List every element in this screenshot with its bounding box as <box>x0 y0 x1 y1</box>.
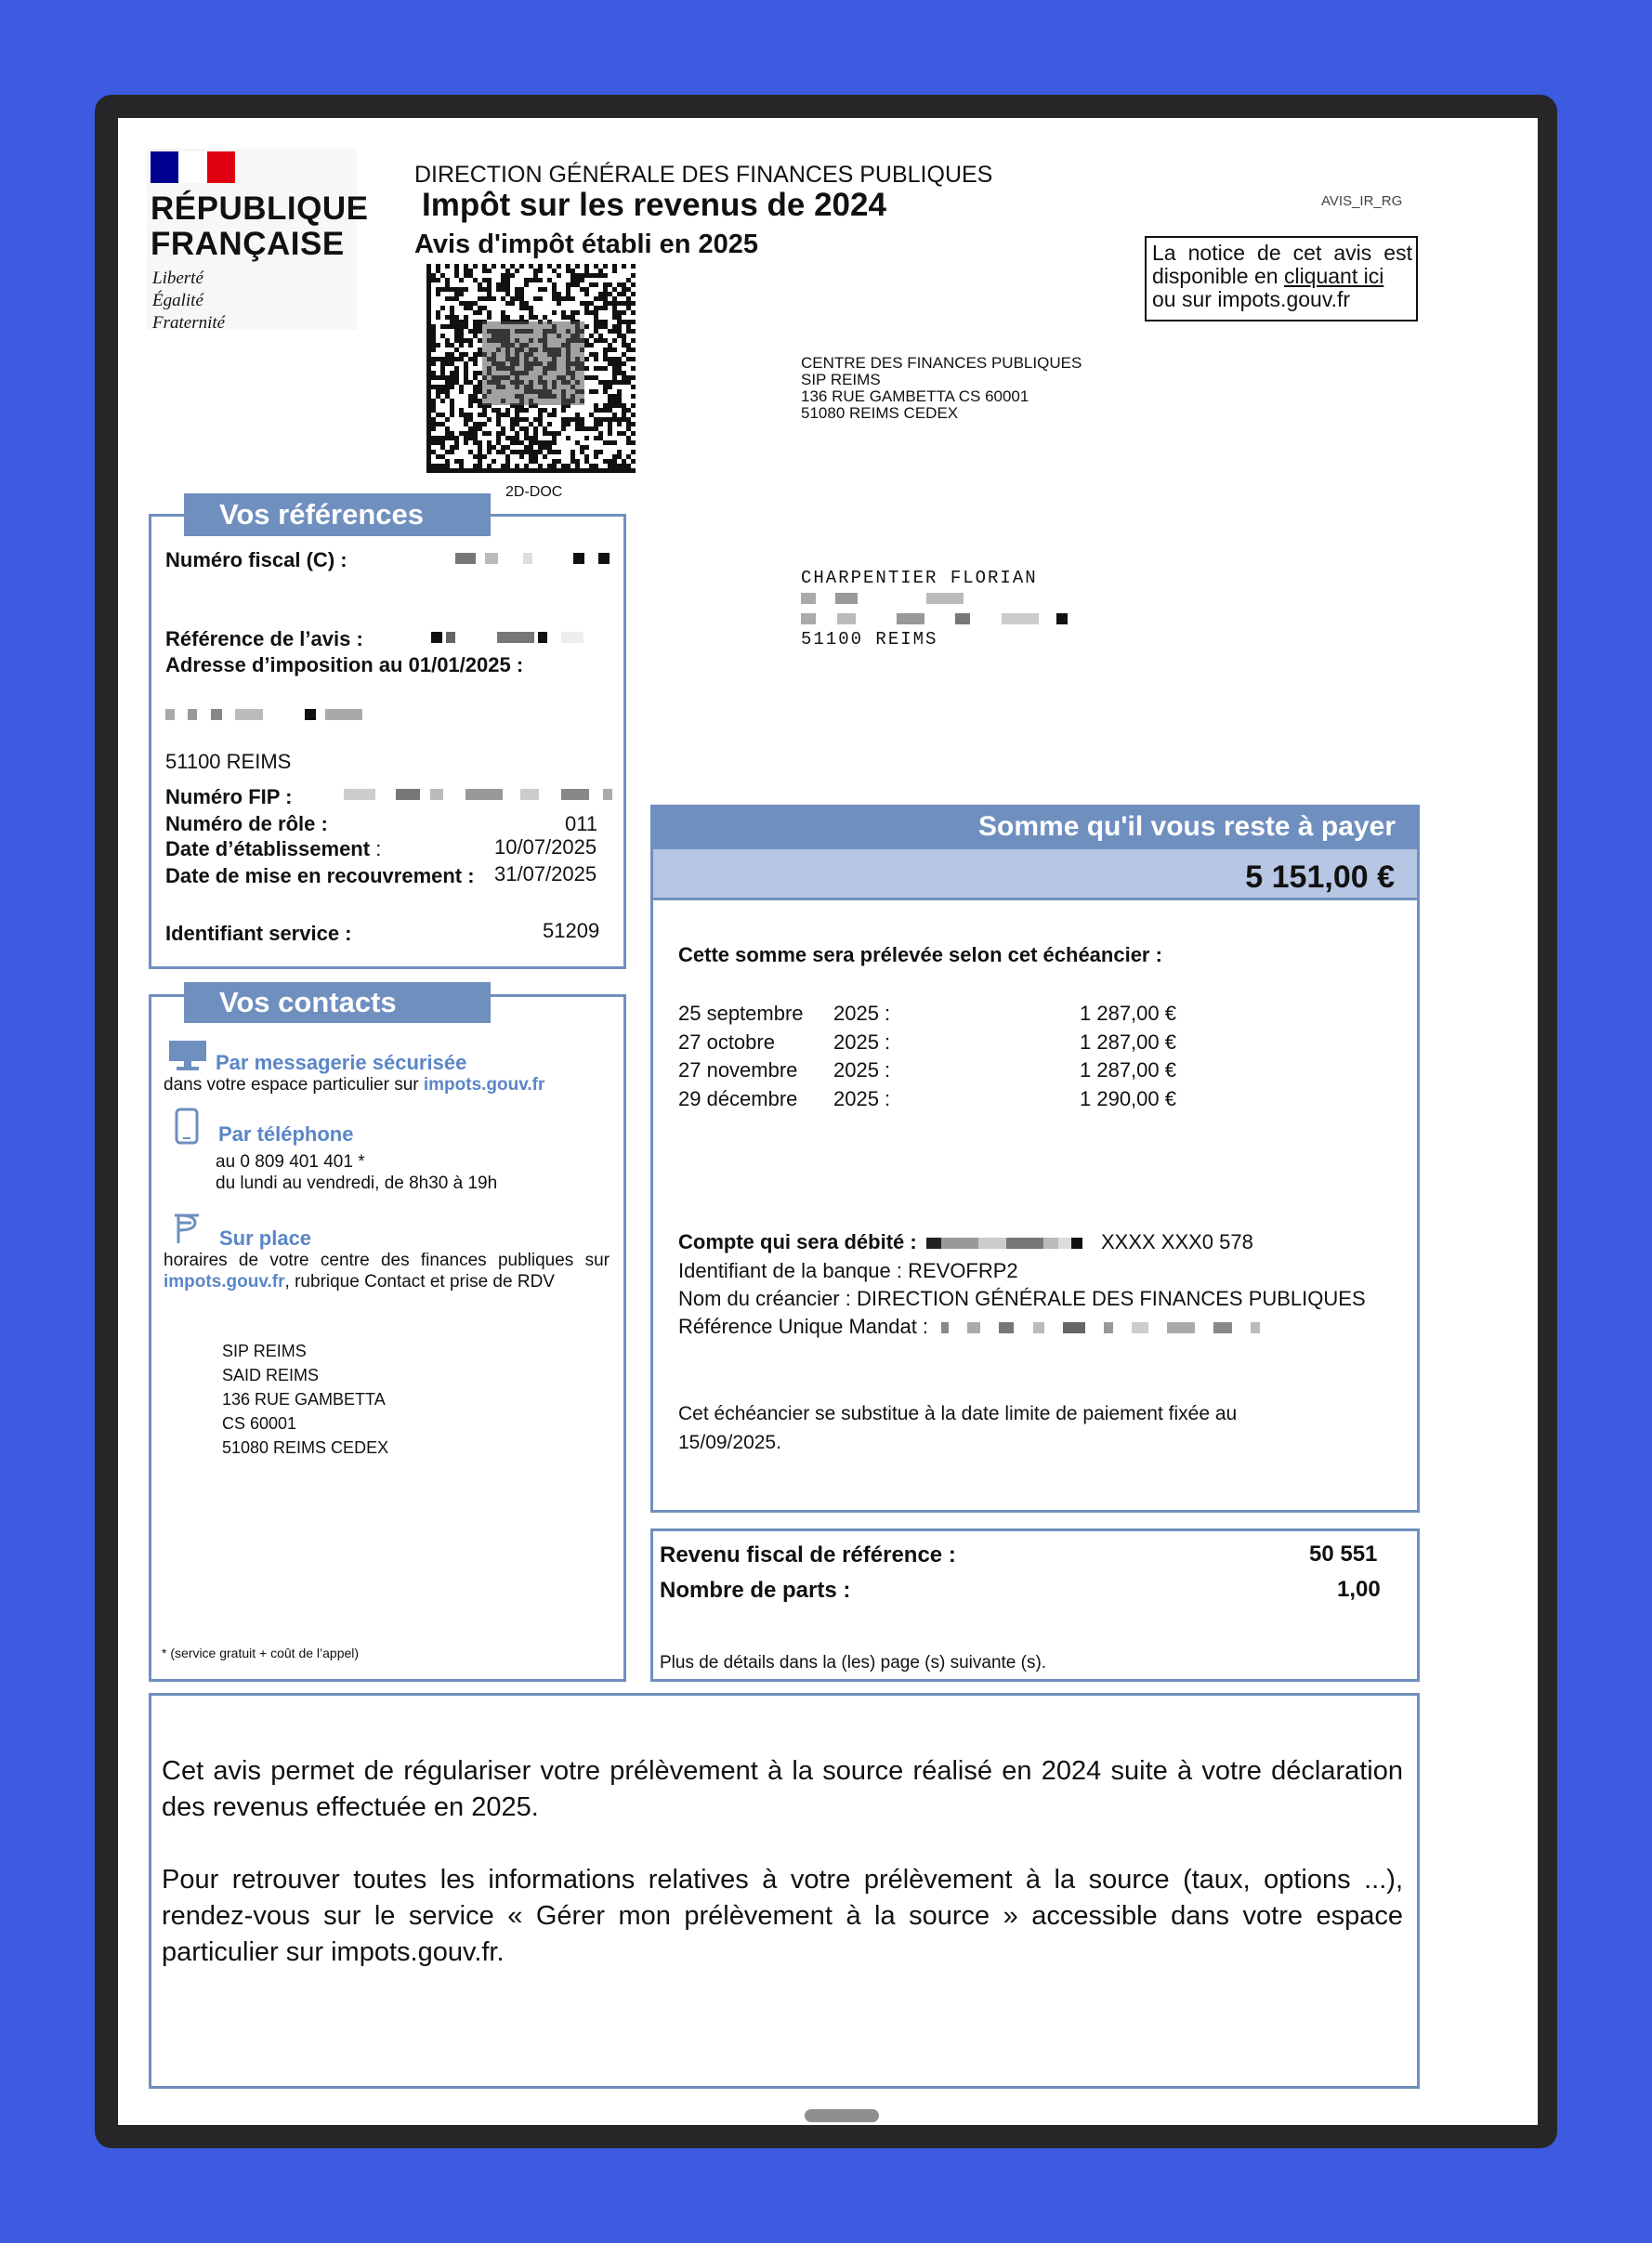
2d-doc-barcode <box>426 264 636 473</box>
collection-date-label: Date de mise en recouvrement : <box>165 864 475 887</box>
on-site-title: Sur place <box>219 1226 312 1250</box>
on-site-text: horaires de votre centre des finances publiques sur impots.gouv.fr, rubrique Contact et prise de RDV <box>164 1251 610 1292</box>
tax-address-city: 51100 REIMS <box>165 750 292 773</box>
recipient-name: CHARPENTIER FLORIAN <box>801 568 1038 588</box>
more-details-text: Plus de détails dans la (les) page (s) suivante (s). <box>660 1653 1047 1672</box>
impots-link-2[interactable]: impots.gouv.fr <box>164 1272 285 1292</box>
notice-box <box>1145 236 1418 321</box>
recipient-street-redacted <box>801 588 1068 609</box>
schedule-intro: Cette somme sera prélevée selon cet échéancier : <box>678 943 1162 966</box>
phone-title: Par téléphone <box>218 1122 354 1146</box>
info-text <box>162 1753 1403 1971</box>
schedule-row: 27 novembre 2025 : 1 287,00 € <box>678 1058 1176 1082</box>
schedule-row: 27 octobre 2025 : 1 287,00 € <box>678 1030 1176 1054</box>
payment-header: Somme qu'il vous reste à payer <box>650 805 1420 849</box>
role-number-label: Numéro de rôle : <box>165 812 328 835</box>
phone-hours: du lundi au vendredi, de 8h30 à 19h <box>216 1174 498 1193</box>
marianne-flag-icon <box>151 151 235 183</box>
schedule-row: 25 septembre 2025 : 1 287,00 € <box>678 1002 1176 1025</box>
recipient-city: 51100 REIMS <box>801 629 938 649</box>
notice-reference-label: Référence de l’avis : <box>165 627 363 650</box>
info-paragraph-1: Cet avis permet de régulariser votre prélèvement à la source réalisé en 2024 suite à votre déclaration des revenus effectuée en 2025. <box>162 1756 1403 1822</box>
2d-doc-label: 2D-DOC <box>505 484 563 500</box>
contacts-title: Vos contacts <box>184 982 491 1023</box>
reference-income-label: Revenu fiscal de référence : <box>660 1542 956 1567</box>
secure-messaging-text: dans votre espace particulier sur impots.gouv.fr <box>164 1075 545 1095</box>
document-title: Impôt sur les revenus de 2024 <box>422 187 886 223</box>
direction-heading: DIRECTION GÉNÉRALE DES FINANCES PUBLIQUES <box>414 162 993 188</box>
contacts-footnote: * (service gratuit + coût de l’appel) <box>162 1646 360 1660</box>
references-box <box>149 514 626 969</box>
logo-motto: Liberté Égalité Fraternité <box>152 269 226 333</box>
creditor-name: Nom du créancier : DIRECTION GÉNÉRALE DES FINANCES PUBLIQUES <box>678 1287 1366 1310</box>
schedule-substitution-note: Cet échéancier se substitue à la date limite de paiement fixée au 15/09/2025. <box>678 1403 1238 1453</box>
fip-number-redacted <box>344 786 612 803</box>
notice-text: La notice de cet avis est disponible en <box>1152 241 1412 288</box>
phone-details <box>216 1151 497 1194</box>
fiscal-number-label: Numéro fiscal (C) : <box>165 548 347 571</box>
fiscal-number-redacted <box>455 550 610 567</box>
document-code: AVIS_IR_RG <box>1321 193 1403 209</box>
notice-link[interactable]: cliquant ici <box>1283 264 1384 288</box>
contact-address: SIP REIMS SAID REIMS 136 RUE GAMBETTA CS 60001 51080 REIMS CEDEX <box>222 1342 389 1457</box>
reference-income-value: 50 551 <box>1309 1541 1378 1567</box>
secure-messaging-title: Par messagerie sécurisée <box>216 1051 467 1074</box>
schedule-row: 29 décembre 2025 : 1 290,00 € <box>678 1086 1176 1110</box>
role-number-value: 011 <box>565 812 598 835</box>
establishment-date-value: 10/07/2025 <box>494 835 597 859</box>
info-paragraph-2: Pour retrouver toutes les informations relatives à votre prélèvement à la source (taux, options ...), rendez-vous sur le service « Gérer mon prélèvement à la source » accessible dans votre espace particulier sur impots.gouv.fr. <box>162 1865 1403 1967</box>
tax-center-address: CENTRE DES FINANCES PUBLIQUES SIP REIMS 136 RUE GAMBETTA CS 60001 51080 REIMS CEDEX <box>801 354 1082 422</box>
notice-reference-redacted <box>431 629 583 646</box>
tax-parts-value: 1,00 <box>1337 1577 1381 1602</box>
republique-francaise-logo <box>147 149 369 333</box>
fip-number-label: Numéro FIP : <box>165 785 293 808</box>
recipient-address <box>801 568 1068 649</box>
schedule-table <box>678 1000 1189 1113</box>
mandate-reference: Référence Unique Mandat : <box>678 1315 1260 1339</box>
payment-amount: 5 151,00 € <box>653 849 1417 900</box>
phone-number: au 0 809 401 401 * <box>216 1152 365 1172</box>
phone-icon <box>175 1108 199 1149</box>
collection-date-value: 31/07/2025 <box>494 862 597 885</box>
references-title: Vos références <box>184 493 491 536</box>
document-subtitle: Avis d'impôt établi en 2025 <box>414 230 759 259</box>
establishment-date-label: Date d’établissement : <box>165 837 382 860</box>
computer-icon <box>167 1039 208 1077</box>
debited-account: Compte qui sera débité : XXXX XXX0 578 <box>678 1230 1253 1253</box>
tax-address-label: Adresse d’imposition au 01/01/2025 : <box>165 653 524 676</box>
bank-identifier: Identifiant de la banque : REVOFRP2 <box>678 1259 1018 1282</box>
tax-parts-label: Nombre de parts : <box>660 1578 851 1603</box>
account-suffix: XXXX XXX0 578 <box>1100 1230 1253 1253</box>
notice-text-2: ou sur impots.gouv.fr <box>1152 287 1351 311</box>
scroll-handle[interactable] <box>805 2109 879 2122</box>
impots-link[interactable]: impots.gouv.fr <box>423 1075 545 1095</box>
service-id-label: Identifiant service : <box>165 922 352 945</box>
logo-text: RÉPUBLIQUE FRANÇAISE <box>151 190 369 262</box>
building-icon <box>171 1210 203 1250</box>
contacts-box <box>149 994 626 1682</box>
service-id-value: 51209 <box>543 919 600 942</box>
tax-address-redacted <box>165 706 362 723</box>
